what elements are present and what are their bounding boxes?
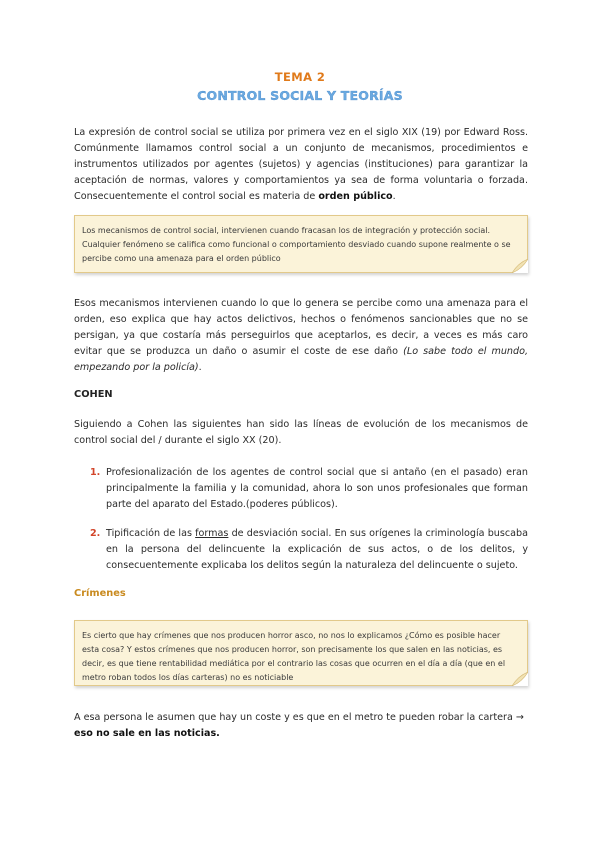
intro-text: La expresión de control social se utiliza por primera vez en el siglo XIX (19) por Edward Ross. Comúnmente llamamos control social a un conjunto de mecanismos, procedimientos e instrumentos utilizados por agentes (sujetos) y agencias (instituciones) para garantizar la aceptación de normas, valores y comportamientos ya sea de forma voluntaria o forzada. Consecuentemente el control social es materia de bbox=[74, 127, 528, 202]
page-curl-icon bbox=[512, 672, 528, 686]
crimenes-heading: Crímenes bbox=[74, 588, 126, 599]
final-bold: eso no sale en las noticias. bbox=[74, 728, 220, 739]
list-number: 1. bbox=[90, 467, 101, 478]
mechanisms-paragraph bbox=[74, 296, 528, 376]
para2-text: Esos mecanismos intervienen cuando lo que lo genera se percibe como una amenaza para el orden, eso explica que hay actos delictivos, hechos o fenómenos sancionables que no se persigan, ya que costaría más perseguirlos que aceptarlos, es decir, a veces es más caro evitar que se produzca un daño o asumir el coste de ese daño bbox=[74, 298, 528, 357]
cohen-paragraph: Siguiendo a Cohen las siguientes han sido las líneas de evolución de los mecanismos de control social del / durante el siglo XX (20). bbox=[74, 419, 528, 446]
list-item-text: Profesionalización de los agentes de control social que si antaño (en el pasado) eran principalmente la familia y la comunidad, ahora lo son unos profesionales que forman parte del aparato del Estado.(poderes públicos). bbox=[106, 467, 528, 510]
header bbox=[0, 70, 600, 103]
intro-end: . bbox=[392, 191, 396, 202]
intro-bold: orden público bbox=[318, 191, 393, 202]
list-number: 2. bbox=[90, 528, 101, 539]
page-curl-icon bbox=[512, 259, 528, 273]
item2-pre: Tipificación de las bbox=[106, 528, 196, 539]
note1-text: Los mecanismos de control social, intervienen cuando fracasan los de integración y protección social. Cualquier fenómeno se califica como funcional o comportamiento desviado cuando supone realmente o se percibe como una amenaza para el orden público bbox=[82, 226, 511, 263]
list-item bbox=[90, 465, 528, 513]
cohen-heading: COHEN bbox=[74, 389, 113, 400]
final-text: A esa persona le asumen que hay un coste y es que en el metro te pueden robar la cartera → bbox=[74, 712, 524, 723]
topic-title: CONTROL SOCIAL Y TEORÍAS bbox=[197, 88, 403, 103]
final-paragraph bbox=[74, 710, 528, 742]
list-item-text bbox=[106, 526, 528, 574]
item2-underlined: formas bbox=[195, 528, 229, 539]
topic-number: TEMA 2 bbox=[274, 70, 326, 84]
item2-post: de desviación social. En sus orígenes la criminología buscaba en la persona del delincuente la explicación de sus actos, o de los delitos, y consecuentemente explicaba los delitos según la naturaleza del delincuente o sujeto. bbox=[106, 528, 528, 571]
para2-italic: (Lo sabe todo el mundo, empezando por la policía) bbox=[74, 346, 529, 373]
para2-end: . bbox=[198, 362, 202, 373]
note2-text: Es cierto que hay crímenes que nos producen horror asco, no nos lo explicamos ¿Cómo es posible hacer esta cosa? Y estos crímenes que nos producen horror, son precisamente los que salen en las noticias, es decir, es que tiene rentabilidad mediática por el contrario las cosas que ocurren en el día a día (que en el metro roban todos los días carteras) no es noticiable bbox=[82, 631, 506, 682]
intro-paragraph bbox=[74, 125, 528, 205]
sticky-note-crimenes bbox=[74, 620, 528, 686]
list-item bbox=[90, 526, 528, 574]
sticky-note-control-social bbox=[74, 215, 528, 273]
